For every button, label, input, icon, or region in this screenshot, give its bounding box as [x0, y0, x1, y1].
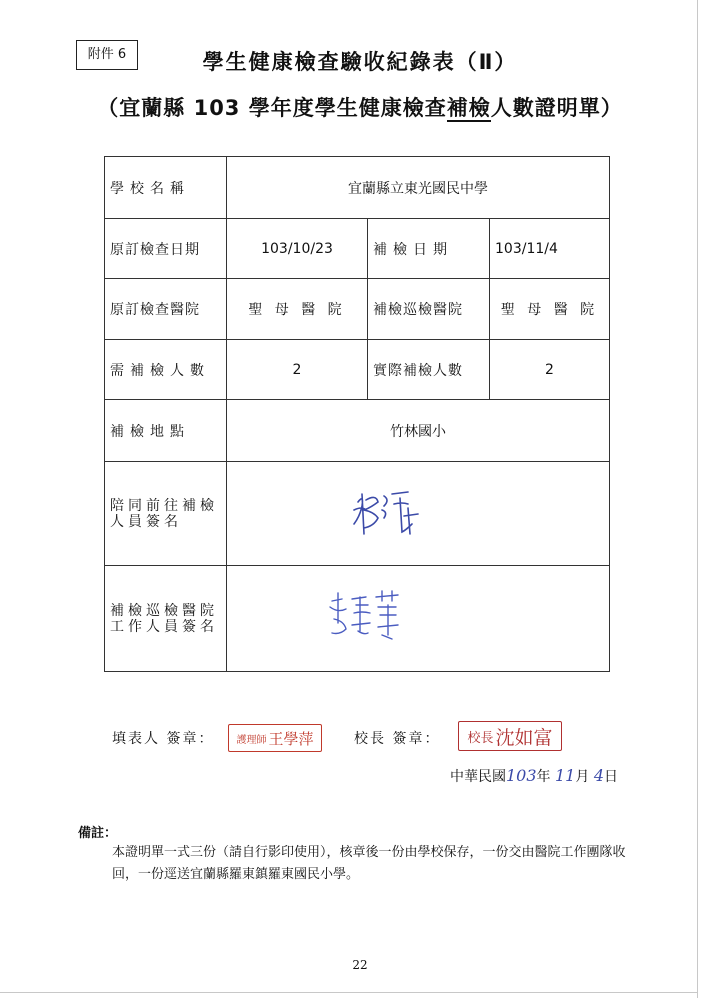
- row-dates: [105, 219, 610, 279]
- date-month: 11: [555, 766, 576, 785]
- school-name-value: 宜蘭縣立東光國民中學: [227, 157, 610, 219]
- staff-signature-image: [232, 569, 602, 669]
- date-prefix: 中華民國: [450, 769, 506, 785]
- issue-date: [450, 766, 650, 792]
- annex-label: 附件 6: [76, 40, 138, 70]
- row-staff-signature: [105, 566, 610, 672]
- page-edge-bottom: [0, 992, 698, 993]
- subtitle-part-2: 人數證明單）: [490, 96, 623, 120]
- original-date-value: 103/10/23: [227, 219, 368, 279]
- actual-count-label: 實際補檢人數: [368, 340, 490, 400]
- date-day-unit: 日: [604, 769, 618, 785]
- date-day: 4: [593, 766, 604, 785]
- principal-seal-name: 沈如富: [495, 726, 553, 749]
- actual-count-value: 2: [490, 340, 610, 400]
- row-hospitals: [105, 279, 610, 340]
- makeup-date-label: 補檢日期: [368, 219, 490, 279]
- document-subtitle: [70, 92, 650, 122]
- principal-seal: [458, 721, 562, 751]
- principal-sign-label: 校長 簽章：: [354, 731, 441, 747]
- required-count-label: 需補檢人數: [105, 340, 227, 400]
- row-counts: [105, 340, 610, 400]
- makeup-hospital-label: 補檢巡檢醫院: [368, 279, 490, 340]
- required-count-value: 2: [227, 340, 368, 400]
- original-hospital-value: 聖 母 醫 院: [227, 279, 368, 340]
- staff-sign-label: [105, 566, 227, 672]
- nurse-seal-name: 王學萍: [268, 729, 314, 748]
- location-value: 竹林國小: [227, 400, 610, 462]
- subtitle-part-1: （宜蘭縣 103 學年度學生健康檢查: [97, 96, 447, 120]
- filler-sign-label: 填表人 簽章：: [112, 731, 215, 747]
- principal-seal-title: 校長: [467, 730, 494, 746]
- staff-sign-label-line2: 工作人員簽名: [110, 618, 218, 635]
- document-title: 學生健康檢查驗收紀錄表（Ⅱ）: [202, 50, 518, 74]
- escort-sign-label: [105, 462, 227, 566]
- nurse-seal: [228, 724, 322, 752]
- date-year: 103: [506, 766, 537, 785]
- makeup-hospital-value: 聖 母 醫 院: [490, 279, 610, 340]
- row-school-name: [105, 157, 610, 219]
- row-location: [105, 400, 610, 462]
- escort-sign-label-line1: 陪同前往補檢: [110, 497, 218, 514]
- escort-sign-label-line2: 人員簽名: [110, 513, 182, 530]
- nurse-seal-title: 護理師: [236, 734, 267, 746]
- signature-stamp-row: [104, 726, 604, 756]
- staff-signature-cell: [227, 566, 610, 672]
- escort-signature-cell: [227, 462, 610, 566]
- escort-signature-image: [232, 464, 602, 564]
- subtitle-underlined: 補檢: [446, 96, 491, 120]
- row-escort-signature: [105, 462, 610, 566]
- remarks-body: 本證明單一式三份（請自行影印使用），核章後一份由學校保存，一份交由醫院工作團隊收回，一份逕送宜蘭縣羅東鎮羅東國民小學。: [112, 845, 626, 882]
- page-edge-right: [697, 0, 698, 998]
- certificate-form-table: [104, 156, 610, 672]
- makeup-date-value: 103/11/4: [490, 219, 610, 279]
- date-year-unit: 年: [536, 769, 551, 785]
- date-month-unit: 月: [575, 769, 590, 785]
- school-name-label: 學校名稱: [105, 157, 227, 219]
- original-date-label: 原訂檢查日期: [105, 219, 227, 279]
- staff-sign-label-line1: 補檢巡檢醫院: [110, 602, 218, 619]
- location-label: 補檢地點: [105, 400, 227, 462]
- page-number: 22: [352, 958, 368, 972]
- remarks-title: 備註：: [78, 826, 118, 841]
- original-hospital-label: 原訂檢查醫院: [105, 279, 227, 340]
